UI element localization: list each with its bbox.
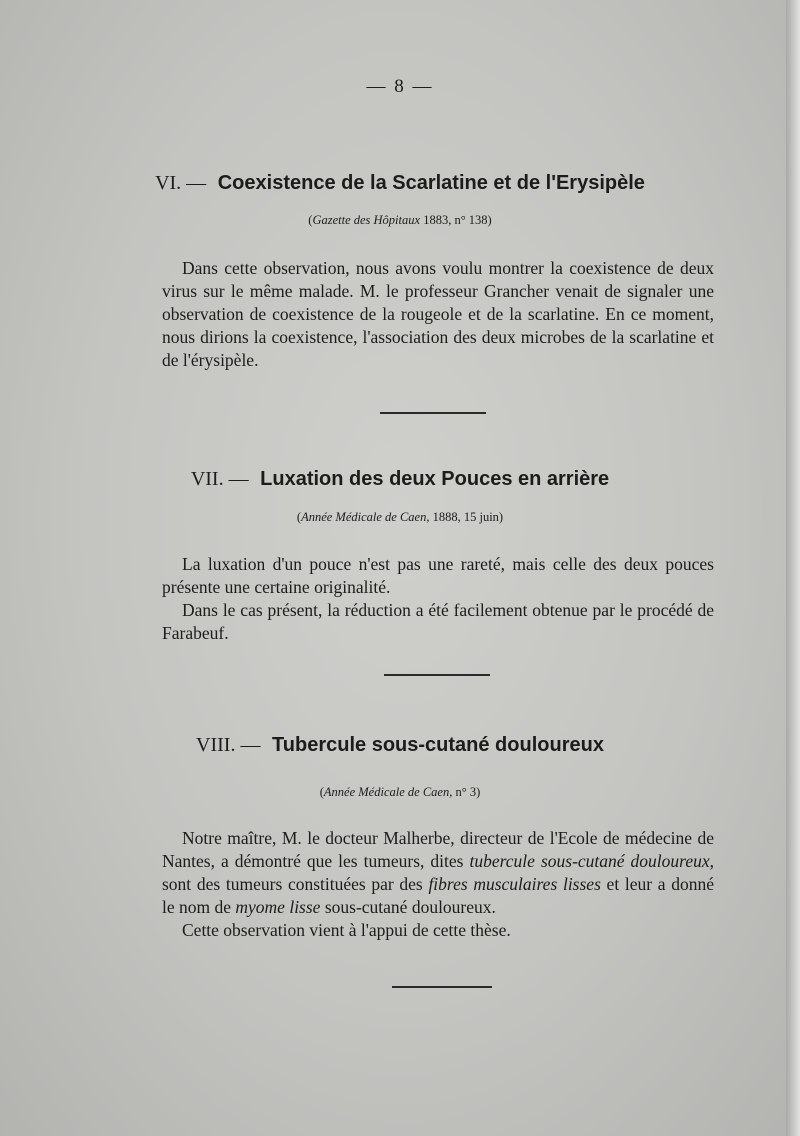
text-run: sous-cutané douloureux.	[320, 897, 496, 917]
section-vii-journal: Année Médicale de Caen,	[301, 510, 430, 524]
section-divider	[392, 986, 492, 988]
italic-term: tubercule sous-cutané douloureux	[469, 851, 710, 871]
section-viii-body	[162, 827, 714, 942]
section-vii-source-detail: 1888, 15 juin)	[429, 510, 504, 524]
italic-term: myome lisse	[235, 897, 321, 917]
page-edge-shadow	[786, 0, 800, 1136]
section-viii-paragraph-2: Cette observation vient à l'appui de cette thèse.	[182, 920, 511, 940]
section-viii-heading: Tubercule sous-cutané douloureux	[272, 734, 604, 756]
section-vi-heading: Coexistence de la Scarlatine et de l'Erysipèle	[217, 172, 645, 194]
section-viii-title	[0, 734, 800, 757]
section-vii-body	[162, 553, 714, 645]
section-vi-number: VI. —	[155, 172, 207, 194]
section-vi-journal: Gazette des Hôpitaux	[312, 213, 421, 227]
section-vi-source-detail: 1883, n° 138)	[420, 213, 492, 227]
section-vi-title	[0, 172, 800, 195]
section-vii-number: VII. —	[190, 468, 249, 490]
section-divider	[380, 412, 486, 414]
text-run: et leur a donné le nom de	[162, 874, 714, 917]
section-vi-source: (Gazette des Hôpitaux 1883, n° 138)	[308, 213, 492, 227]
section-vii-source: (Année Médicale de Caen, 1888, 15 juin)	[296, 510, 504, 524]
text-run: , sont des tumeurs constituées par des	[162, 851, 714, 894]
section-vi-paragraph: Dans cette observation, nous avons voulu montrer la coexistence de deux virus sur le même malade. M. le professeur Grancher venait de signaler une observation de coexistence de la rougeole et de la scarlatine. En ce moment, nous dirions la coexistence, l'association des deux microbes de la scarlatine et de l'érysipèle.	[162, 258, 714, 370]
text-run: Notre maître, M. le docteur Malherbe, directeur de l'Ecole de médecine de Nantes, a démontré que les tumeurs, dites	[162, 828, 714, 871]
section-vi-body	[162, 257, 714, 372]
section-divider	[384, 674, 490, 676]
section-vii-title	[0, 468, 800, 491]
section-viii-number: VIII. —	[196, 734, 261, 756]
page-number: — 8 —	[366, 76, 434, 97]
italic-term: fibres musculaires lisses	[428, 874, 601, 894]
section-viii-journal: Année Médicale de Caen,	[323, 785, 453, 799]
section-vii-paragraph-1: La luxation d'un pouce n'est pas une rareté, mais celle des deux pouces présente une certaine originalité.	[162, 554, 714, 597]
section-viii-source-detail: n° 3)	[452, 785, 481, 799]
section-viii-source: (Année Médicale de Caen, n° 3)	[319, 785, 481, 799]
section-vii-paragraph-2: Dans le cas présent, la réduction a été facilement obtenue par le procédé de Farabeuf.	[162, 600, 714, 643]
section-viii-paragraph-1	[162, 827, 714, 919]
section-vii-heading: Luxation des deux Pouces en arrière	[260, 468, 610, 490]
